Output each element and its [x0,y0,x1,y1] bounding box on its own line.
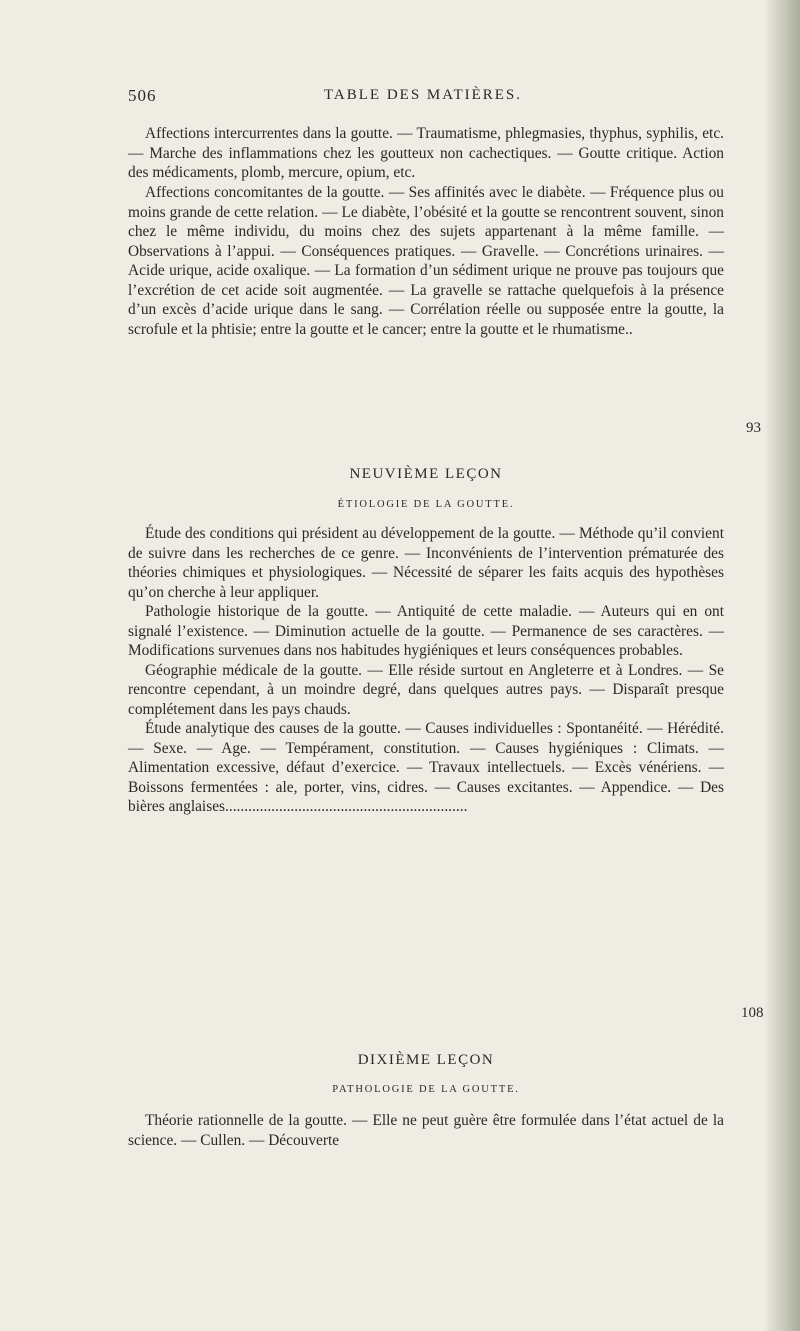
entry-text: Affections intercurrentes dans la goutte. — Traumatisme, phlegmasies, thyphus, syphilis, etc. — Marche des inflammations chez les goutteux non cachectiques. — Goutte critique. Action des médicaments, plomb, mercure, opium, etc. [128,125,724,181]
dixieme-lecon-entries [128,1111,724,1150]
lecon-subtitle: PATHOLOGIE DE LA GOUTTE. [332,1084,520,1095]
page-header [128,86,718,108]
page-reference: 108 [741,1005,764,1021]
page-edge-shadow [764,0,800,1331]
entry-text: Affections concomitantes de la goutte. — Ses affinités avec le diabète. — Fréquence plus ou moins grande de cette relation. — Le diabète, l’obésité et la goutte se rencontrent souvent, sinon chez le même individu, du moins chez des sujets appartenant à la même famille. — Observations à l’appui. — Conséquences pratiques. — Gravelle. — Concrétions urinaires. — Acide urique, acide oxalique. — La formation d’un sédiment urique ne prouve pas toujours que l’excrétion de cet acide soit augmentée. — La gravelle se rattache quelquefois à la présence d’un excès d’acide urique dans le sang. — Corrélation réelle ou supposée entre la goutte, la scrofule et la phtisie; entre la goutte et le cancer; entre la goutte et le rhumatisme.. [128,184,724,338]
lecon-title: DIXIÈME LEÇON [357,1052,495,1068]
neuvieme-lecon-entries [128,524,724,817]
entry-affections-concomitantes [128,183,724,339]
entry-text: Pathologie historique de la goutte. — Antiquité de cette maladie. — Auteurs qui en ont signalé l’existence. — Diminution actuelle de la goutte. — Permanence de ses caractères. — Modifications survenues dans nos habitudes hygiéniques et leurs conséquences probables. [128,603,724,659]
lecon-title: NEUVIÈME LEÇON [349,466,503,482]
entry-text: Théorie rationnelle de la goutte. — Elle ne peut guère être formulée dans l’état actuel de la science. — Cullen. — Découverte [128,1112,724,1149]
entry-text: Étude analytique des causes de la goutte. — Causes individuelles : Spontanéité. — Hérédité. — Sexe. — Age. — Tempérament, constitution. — Causes hygiéniques : Climats. — Alimentation excessive, défaut d’exercice. — Travaux intellectuels. — Excès vénériens. — Boissons fermentées : ale, porter, vins, cidres. — Causes excitantes. — Appendice. — Des bières anglaises............................................................... [128,720,724,815]
running-title: TABLE DES MATIÈRES. [323,87,523,103]
entry-affections-intercurrentes [128,124,724,183]
lecon-subtitle: ÉTIOLOGIE DE LA GOUTTE. [337,499,515,510]
entry-text: Étude des conditions qui président au développement de la goutte. — Méthode qu’il convient de suivre dans les recherches de ce genre. — Inconvénients de l’intervention prématurée des théories chimiques et physiologiques. — Nécessité de séparer les faits acquis des hypothèses qu’on cherche à leur appliquer. [128,525,724,601]
entry-text: Géographie médicale de la goutte. — Elle réside surtout en Angleterre et à Londres. — Se rencontre cependant, à un moindre degré, dans quelques autres pays. — Disparaît presque complétement dans les pays chauds. [128,661,724,718]
page-reference: 93 [746,420,761,436]
page-number: 506 [128,86,157,105]
